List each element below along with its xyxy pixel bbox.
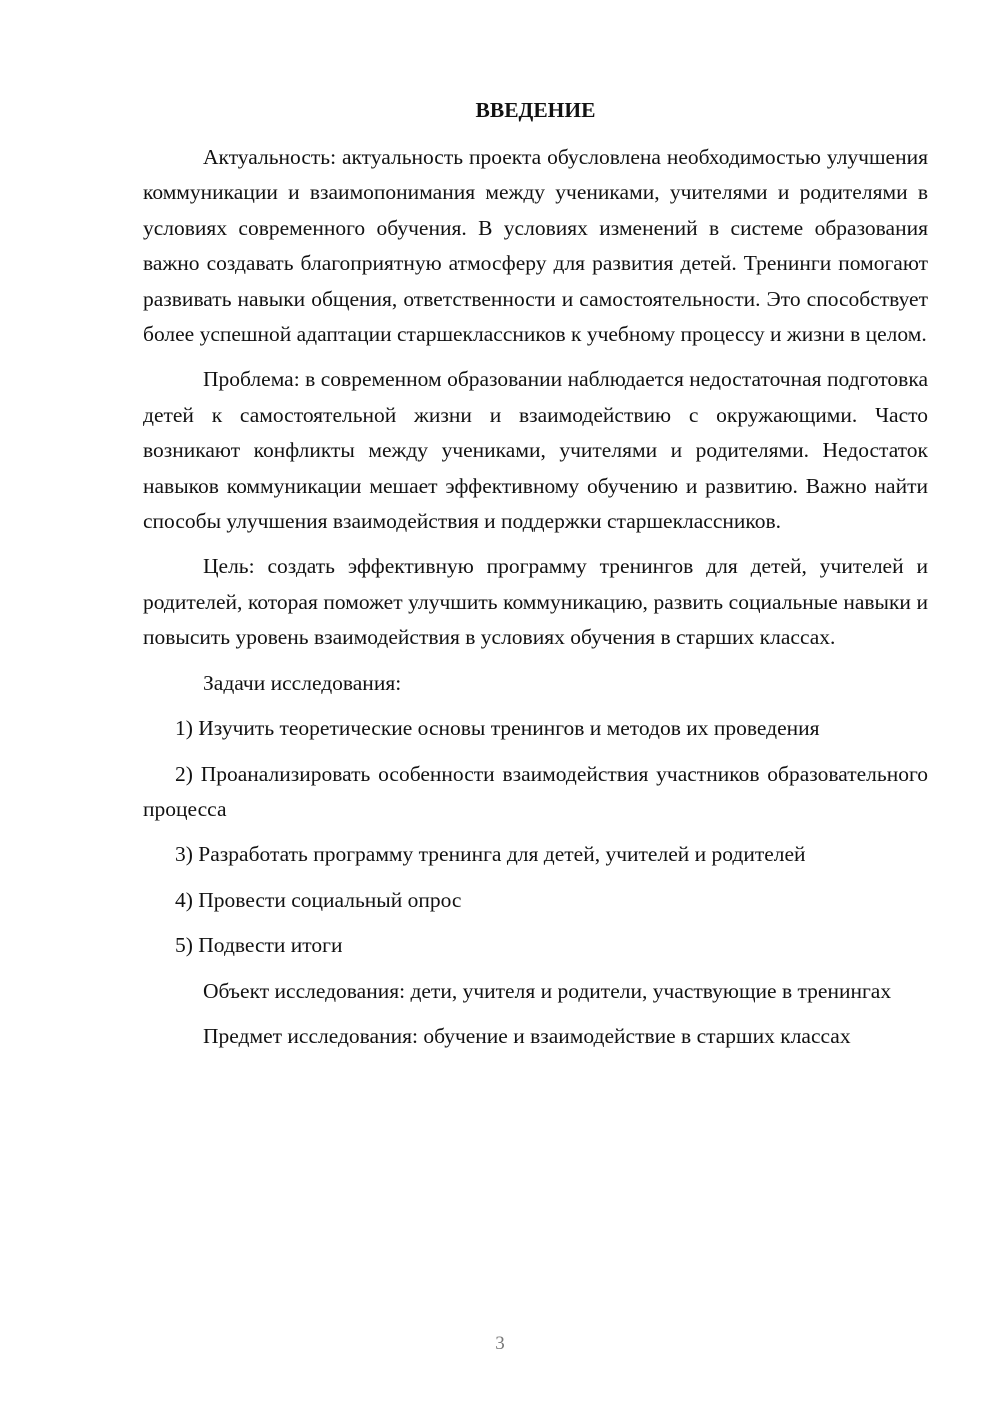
goal-paragraph: Цель: создать эффективную программу тренингов для детей, учителей и родителей, которая поможет улучшить коммуникацию, развить социальные навыки и повысить уровень взаимодействия в условиях обучения в старших классах. — [143, 554, 928, 650]
tasks-heading: Задачи исследования: — [203, 670, 402, 695]
task-item-5: 5) Подвести итоги — [175, 933, 343, 958]
task-item-3: 3) Разработать программу тренинга для детей, учителей и родителей — [175, 842, 806, 867]
problem-paragraph: Проблема: в современном образовании наблюдается недостаточная подготовка детей к самостоятельной жизни и взаимодействию с окружающими. Часто возникают конфликты между учениками, учителями и родителями. Недостаток навыков коммуникации мешает эффективному обучению и развитию. Важно найти способы улучшения взаимодействия и поддержки старшеклассников. — [143, 367, 928, 534]
relevance-paragraph: Актуальность: актуальность проекта обусловлена необходимостью улучшения коммуникации и взаимопонимания между учениками, учителями и родителями в условиях современного обучения. В условиях изменений в системе образования важно создавать благоприятную атмосферу для развития детей. Тренинги помогают развивать навыки общения, ответственности и самостоятельности. Это способствует более успешной адаптации старшеклассников к учебному процессу и жизни в целом. — [143, 145, 928, 347]
task-item-2: 2) Проанализировать особенности взаимодействия участников образовательного процесса — [143, 761, 928, 821]
task-item-1: 1) Изучить теоретические основы тренингов и методов их проведения — [175, 716, 820, 741]
task-item-4: 4) Провести социальный опрос — [175, 887, 462, 912]
subject-paragraph: Предмет исследования: обучение и взаимодействие в старших классах — [203, 1023, 851, 1048]
page-content — [143, 93, 928, 1064]
page-number: 3 — [495, 1333, 505, 1354]
object-paragraph: Объект исследования: дети, учителя и родители, участвующие в тренингах — [203, 978, 892, 1003]
page-title: ВВЕДЕНИЕ — [475, 98, 596, 122]
